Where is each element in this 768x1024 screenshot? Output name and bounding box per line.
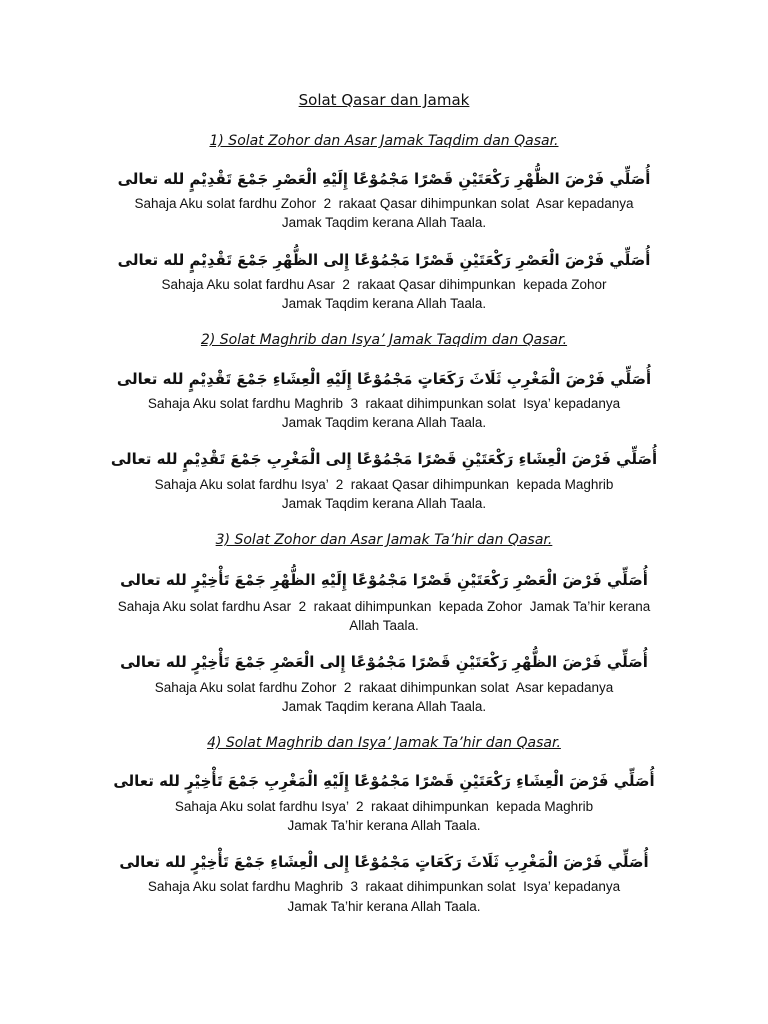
section-3-heading: 3) Solat Zohor dan Asar Jamak Ta’hir dan Qasar.: [215, 532, 553, 548]
document-title: Solat Qasar dan Jamak: [298, 91, 470, 109]
niat-2b-translation-line-2: Jamak Taqdim kerana Allah Taala.: [281, 496, 487, 511]
niat-1b-translation-line-1: Sahaja Aku solat fardhu Asar 2 rakaat Qasar dihimpunkan kepada Zohor: [161, 277, 607, 292]
niat-4b-translation-line-1: Sahaja Aku solat fardhu Maghrib 3 rakaat dihimpunkan solat Isya’ kepadanya: [147, 879, 621, 894]
niat-4b-arabic: أُصَلِّي فَرْضَ الْمَغْرِبِ ثَلَاثَ رَكَعَاتٍ مَجْمُوْعًا إِلى الْعِشَاءِ جَمْعَ تَأْخِيْرٍ لله تعالى: [119, 853, 649, 871]
niat-4b-translation-line-2: Jamak Ta’hir kerana Allah Taala.: [287, 899, 481, 914]
niat-4a-translation-line-1: Sahaja Aku solat fardhu Isya’ 2 rakaat dihimpunkan kepada Maghrib: [174, 799, 594, 814]
niat-2a-translation-line-2: Jamak Taqdim kerana Allah Taala.: [281, 415, 487, 430]
niat-3b-translation-line-1: Sahaja Aku solat fardhu Zohor 2 rakaat dihimpunkan solat Asar kepadanya: [154, 680, 614, 695]
niat-1a-translation-line-2: Jamak Taqdim kerana Allah Taala.: [281, 215, 487, 230]
section-2-heading: 2) Solat Maghrib dan Isya’ Jamak Taqdim dan Qasar.: [200, 332, 568, 348]
niat-4a-arabic: أُصَلِّي فَرْضَ الْعِشَاءِ رَكْعَتَيْنِ قَصْرًا مَجْمُوْعًا إِلَيْهِ الْمَغْرِبِ جَمْعَ تَأْخِيْرٍ لله تعالى: [113, 772, 655, 790]
niat-2b-arabic: أُصَلِّي فَرْضَ الْعِشَاءِ رَكْعَتَيْنِ قَصْرًا مَجْمُوْعًا إِلى الْمَغْرِبِ جَمْعَ تَقْدِيْمٍ لله تعالى: [110, 450, 658, 468]
section-1-heading: 1) Solat Zohor dan Asar Jamak Taqdim dan Qasar.: [209, 133, 559, 149]
niat-1a-translation-line-1: Sahaja Aku solat fardhu Zohor 2 rakaat Qasar dihimpunkan solat Asar kepadanya: [134, 196, 634, 211]
niat-1b-translation-line-2: Jamak Taqdim kerana Allah Taala.: [281, 296, 487, 311]
niat-2a-translation-line-1: Sahaja Aku solat fardhu Maghrib 3 rakaat dihimpunkan solat Isya’ kepadanya: [147, 396, 621, 411]
niat-3b-arabic: أُصَلِّي فَرْضَ الظُّهْرِ رَكْعَتَيْنِ قَصْرًا مَجْمُوْعًا إِلى الْعَصْرِ جَمْعَ تَأْخِيْرٍ لله تعالى: [120, 653, 648, 671]
niat-3a-translation-line-1: Sahaja Aku solat fardhu Asar 2 rakaat dihimpunkan kepada Zohor Jamak Ta’hir kerana: [117, 599, 651, 614]
section-4-heading: 4) Solat Maghrib dan Isya’ Jamak Ta’hir dan Qasar.: [207, 735, 561, 751]
niat-1b-arabic: أُصَلِّي فَرْضَ الْعَصْرِ رَكْعَتَيْنِ قَصْرًا مَجْمُوْعًا إِلى الظُّهْرِ جَمْعَ تَقْدِيْمٍ لله تعالى: [117, 251, 651, 269]
niat-2b-translation-line-1: Sahaja Aku solat fardhu Isya’ 2 rakaat Qasar dihimpunkan kepada Maghrib: [154, 477, 614, 492]
niat-2a-arabic: أُصَلِّي فَرْضَ الْمَغْرِبِ ثَلَاثَ رَكَعَاتٍ مَجْمُوْعًا إِلَيْهِ الْعِشَاءِ جَمْعَ تَقْدِيْمٍ لله تعالى: [116, 370, 652, 388]
niat-3a-translation-line-2: Allah Taala.: [349, 618, 419, 633]
niat-4a-translation-line-2: Jamak Ta’hir kerana Allah Taala.: [287, 818, 481, 833]
niat-3a-arabic: أُصَلِّي فَرْضَ الْعَصْرِ رَكْعَتَيْنِ قَصْرًا مَجْمُوْعًا إِلَيْهِ الظُّهْرِ جَمْعَ تَأْخِيْرٍ لله تعالى: [120, 571, 648, 589]
niat-3b-translation-line-2: Jamak Taqdim kerana Allah Taala.: [281, 699, 487, 714]
niat-1a-arabic: أُصَلِّي فَرْضَ الظُّهْرِ رَكْعَتَيْنِ قَصْرًا مَجْمُوْعًا إِلَيْهِ الْعَصْرِ جَمْعَ تَقْدِيْمٍ لله تعالى: [117, 170, 651, 188]
